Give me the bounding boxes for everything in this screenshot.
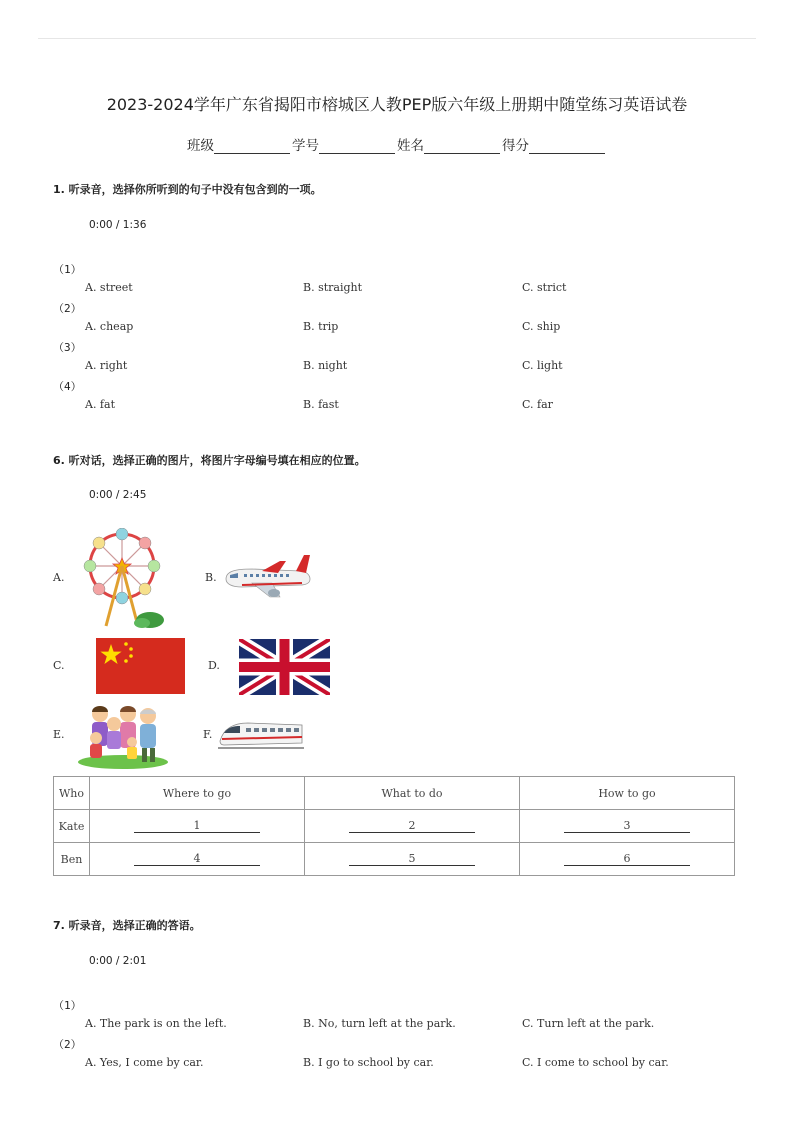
row-who-kate: Kate (54, 810, 90, 843)
page-title: 2023-2024学年广东省揭阳市榕城区人教PEP版六年级上册期中随堂练习英语试卷 (106, 95, 688, 114)
q1-1-option-a[interactable]: A. street (85, 281, 133, 294)
q1-sub-2: （2） (53, 302, 82, 315)
china-flag-picture (96, 638, 185, 694)
pic-label-c: C. (53, 659, 65, 672)
audio-player-q1[interactable]: 0:00 / 1:36 (89, 219, 147, 231)
q7-2-option-b[interactable]: B. I go to school by car. (303, 1056, 434, 1069)
question-1-prompt: 1. 听录音，选择你所听到的句子中没有包含到的一项。 (53, 183, 322, 196)
question-7-prompt: 7. 听录音，选择正确的答语。 (53, 919, 201, 932)
pic-label-d: D. (208, 659, 220, 672)
q1-2-option-c[interactable]: C. ship (522, 320, 561, 333)
header-what: What to do (305, 777, 520, 810)
pic-label-f: F. (203, 728, 213, 741)
q7-2-option-c[interactable]: C. I come to school by car. (522, 1056, 669, 1069)
row-who-ben: Ben (54, 843, 90, 876)
table-row (54, 810, 735, 843)
name-label: 姓名 (397, 138, 424, 154)
pic-label-a: A. (53, 571, 65, 584)
table-header-row (54, 777, 735, 810)
score-label: 得分 (502, 138, 529, 154)
answer-blank-1[interactable]: 1 (134, 820, 260, 833)
q1-sub-3: （3） (53, 341, 82, 354)
answer-blank-6[interactable]: 6 (564, 853, 690, 866)
pic-label-b: B. (205, 571, 217, 584)
table-row (54, 843, 735, 876)
q1-3-option-c[interactable]: C. light (522, 359, 563, 372)
q7-1-option-a[interactable]: A. The park is on the left. (85, 1017, 227, 1030)
answer-blank-4[interactable]: 4 (134, 853, 260, 866)
audio-player-q7[interactable]: 0:00 / 2:01 (89, 955, 147, 967)
q7-sub-2: （2） (53, 1038, 82, 1051)
answer-blank-3[interactable]: 3 (564, 820, 690, 833)
top-divider (38, 38, 756, 39)
header-how: How to go (520, 777, 735, 810)
number-field[interactable] (319, 139, 395, 154)
answer-blank-5[interactable]: 5 (349, 853, 475, 866)
family-picture (76, 700, 170, 770)
answer-blank-2[interactable]: 2 (349, 820, 475, 833)
answer-table (53, 776, 735, 876)
airplane-picture (222, 553, 314, 601)
q7-sub-1: （1） (53, 999, 82, 1012)
q1-sub-1: （1） (53, 263, 82, 276)
q1-sub-4: （4） (53, 380, 82, 393)
pic-label-e: E. (53, 728, 65, 741)
q1-4-option-b[interactable]: B. fast (303, 398, 339, 411)
question-6-prompt: 6. 听对话，选择正确的图片，将图片字母编号填在相应的位置。 (53, 454, 366, 467)
audio-player-q6[interactable]: 0:00 / 2:45 (89, 489, 147, 501)
q1-2-option-a[interactable]: A. cheap (85, 320, 134, 333)
class-label: 班级 (187, 138, 214, 154)
q7-2-option-a[interactable]: A. Yes, I come by car. (85, 1056, 204, 1069)
ferris-wheel-picture (80, 528, 170, 630)
student-info-line (0, 134, 794, 154)
q1-4-option-c[interactable]: C. far (522, 398, 553, 411)
name-field[interactable] (424, 139, 500, 154)
high-speed-train-picture (218, 717, 304, 751)
class-field[interactable] (214, 139, 290, 154)
header-who: Who (54, 777, 90, 810)
number-label: 学号 (292, 138, 319, 154)
uk-flag-picture (239, 639, 330, 695)
q1-4-option-a[interactable]: A. fat (85, 398, 115, 411)
q1-2-option-b[interactable]: B. trip (303, 320, 339, 333)
q1-1-option-b[interactable]: B. straight (303, 281, 363, 294)
score-field[interactable] (529, 139, 605, 154)
q1-3-option-a[interactable]: A. right (85, 359, 128, 372)
q1-3-option-b[interactable]: B. night (303, 359, 348, 372)
header-where: Where to go (90, 777, 305, 810)
q7-1-option-c[interactable]: C. Turn left at the park. (522, 1017, 655, 1030)
q7-1-option-b[interactable]: B. No, turn left at the park. (303, 1017, 456, 1030)
q1-1-option-c[interactable]: C. strict (522, 281, 567, 294)
